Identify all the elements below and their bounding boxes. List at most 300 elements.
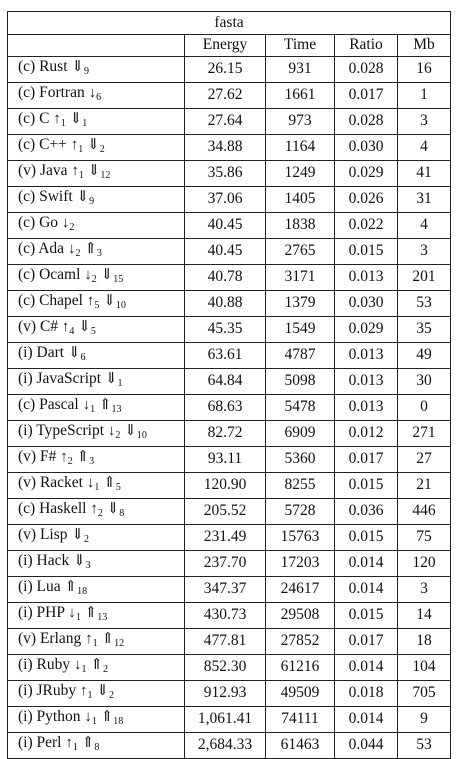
language-name: Ocaml [39,265,81,283]
rank-change-arrow-icon: ↑ [61,318,70,335]
time-cell: 973 [266,108,335,134]
rank-change-arrow-icon: ↓ [82,396,91,413]
mb-cell: 446 [398,498,451,524]
table-row [8,160,451,186]
table-row [8,576,451,602]
energy-cell: 205.52 [185,498,266,524]
ratio-cell: 0.017 [335,628,398,654]
table-title: fasta [8,12,451,35]
ratio-cell: 0.014 [335,550,398,576]
rank-change-amount: 1 [82,117,88,129]
energy-cell: 40.45 [185,238,266,264]
rank-change-amount: 2 [108,689,114,701]
rank-change-amount: 1 [87,689,93,701]
rank-change-amount: 1 [91,715,97,727]
language-cell [8,368,185,394]
rank-change-arrow-icon: ⇑ [101,630,115,647]
table-row [8,446,451,472]
language-name: Java [39,161,68,179]
table-title-row [8,12,451,35]
time-cell: 1164 [266,134,335,160]
language-cell [8,56,185,82]
rank-change-arrow-icon: ↑ [90,500,98,517]
mb-cell: 120 [398,550,451,576]
paradigm-tag: (i) [18,369,33,387]
rank-change-amount: 6 [80,351,86,363]
rank-change-arrow-icon: ↑ [86,292,95,309]
energy-cell: 477.81 [185,628,266,654]
fasta-table-container [7,11,450,759]
mb-cell: 4 [398,134,451,160]
time-cell: 74111 [266,706,335,732]
energy-cell: 63.61 [185,342,266,368]
rank-change-amount: 2 [115,429,121,441]
language-cell [8,628,185,654]
ratio-cell: 0.028 [335,56,398,82]
rank-change-amount: 1 [94,481,100,493]
ratio-cell: 0.014 [335,576,398,602]
table-row [8,316,451,342]
rank-change-amount: 2 [67,455,73,467]
table-header-row [8,35,451,57]
energy-cell: 64.84 [185,368,266,394]
table-row [8,706,451,732]
language-name: Fortran [39,83,85,101]
rank-change-arrow-icon: ⇓ [69,110,83,127]
rank-change-arrow-icon: ↑ [60,448,68,465]
language-name: Chapel [39,291,83,309]
rank-change-amount: 13 [111,403,122,415]
paradigm-tag: (c) [18,265,36,283]
rank-change-arrow-icon: ↓ [84,266,92,283]
mb-cell: 35 [398,316,451,342]
rank-change-arrow-icon: ⇑ [90,656,103,673]
language-cell [8,264,185,290]
language-cell [8,160,185,186]
time-cell: 1549 [266,316,335,342]
paradigm-tag: (i) [18,421,33,439]
language-name: Hack [36,551,70,569]
language-name: Haskell [39,499,87,517]
energy-cell: 37.06 [185,186,266,212]
ratio-cell: 0.036 [335,498,398,524]
time-cell: 1838 [266,212,335,238]
rank-change-amount: 15 [113,273,124,285]
rank-change-arrow-icon: ↑ [53,110,61,127]
rank-change-arrow-icon: ↑ [85,630,93,647]
rank-change-amount: 5 [115,481,121,493]
language-cell [8,654,185,680]
table-row [8,732,451,758]
rank-change-arrow-icon: ⇓ [67,344,81,361]
rank-change-amount: 2 [99,143,105,155]
paradigm-tag: (v) [18,525,37,543]
paradigm-tag: (v) [18,317,37,335]
rank-change-amount: 2 [102,663,108,675]
table-row [8,550,451,576]
time-cell: 49509 [266,680,335,706]
time-cell: 5360 [266,446,335,472]
language-name: C++ [39,135,67,153]
header-language [8,35,185,57]
rank-change-amount: 9 [83,65,89,77]
rank-change-amount: 12 [100,169,111,181]
language-cell [8,472,185,498]
table-row [8,238,451,264]
ratio-cell: 0.013 [335,368,398,394]
language-cell [8,108,185,134]
language-cell [8,394,185,420]
rank-change-arrow-icon: ⇓ [71,58,84,75]
energy-cell: 347.37 [185,576,266,602]
language-name: Swift [39,187,73,205]
rank-change-arrow-icon: ⇑ [100,708,114,725]
language-name: Erlang [39,629,82,647]
time-cell: 24617 [266,576,335,602]
ratio-cell: 0.013 [335,394,398,420]
rank-change-arrow-icon: ⇑ [84,604,98,621]
language-name: F# [39,447,57,465]
language-cell [8,212,185,238]
paradigm-tag: (c) [18,57,36,75]
language-name: Racket [39,473,83,491]
time-cell: 4787 [266,342,335,368]
table-row [8,368,451,394]
mb-cell: 30 [398,368,451,394]
rank-change-amount: 12 [114,637,125,649]
energy-cell: 120.90 [185,472,266,498]
rank-change-amount: 2 [97,507,103,519]
language-cell [8,524,185,550]
language-name: JRuby [36,681,77,699]
rank-change-amount: 2 [69,221,75,233]
rank-change-arrow-icon: ⇓ [104,370,118,387]
rank-change-arrow-icon: ⇓ [100,266,114,283]
ratio-cell: 0.013 [335,342,398,368]
table-row [8,264,451,290]
table-row [8,134,451,160]
paradigm-tag: (v) [18,473,37,491]
mb-cell: 201 [398,264,451,290]
table-row [8,82,451,108]
rank-change-arrow-icon: ↑ [70,136,79,153]
rank-change-arrow-icon: ↓ [68,604,76,621]
rank-change-arrow-icon: ⇑ [64,578,78,595]
time-cell: 1405 [266,186,335,212]
rank-change-arrow-icon: ↑ [71,162,79,179]
ratio-cell: 0.030 [335,290,398,316]
rank-change-arrow-icon: ⇓ [87,162,101,179]
mb-cell: 0 [398,394,451,420]
energy-cell: 68.63 [185,394,266,420]
rank-change-amount: 2 [83,533,89,545]
ratio-cell: 0.014 [335,706,398,732]
mb-cell: 21 [398,472,451,498]
ratio-cell: 0.017 [335,82,398,108]
paradigm-tag: (c) [18,499,36,517]
energy-cell: 852.30 [185,654,266,680]
rank-change-amount: 3 [85,559,91,571]
language-name: JavaScript [36,369,102,387]
rank-change-arrow-icon: ⇓ [124,422,137,439]
paradigm-tag: (c) [18,239,36,257]
rank-change-arrow-icon: ↓ [88,84,97,101]
mb-cell: 75 [398,524,451,550]
ratio-cell: 0.022 [335,212,398,238]
table-row [8,420,451,446]
rank-change-arrow-icon: ↓ [67,240,76,257]
language-cell [8,706,185,732]
language-cell [8,186,185,212]
time-cell: 1249 [266,160,335,186]
paradigm-tag: (i) [18,603,33,621]
rank-change-arrow-icon: ⇓ [87,136,100,153]
paradigm-tag: (c) [18,135,36,153]
table-row [8,108,451,134]
ratio-cell: 0.012 [335,420,398,446]
table-row [8,524,451,550]
rank-change-arrow-icon: ⇑ [81,734,95,751]
rank-change-arrow-icon: ↓ [86,474,95,491]
paradigm-tag: (i) [18,707,33,725]
language-cell [8,238,185,264]
energy-cell: 45.35 [185,316,266,342]
rank-change-amount: 1 [117,377,123,389]
language-cell [8,342,185,368]
language-name: Ruby [36,655,71,673]
energy-cell: 912.93 [185,680,266,706]
rank-change-amount: 18 [77,585,88,597]
rank-change-arrow-icon: ⇑ [84,240,97,257]
energy-cell: 1,061.41 [185,706,266,732]
table-row [8,472,451,498]
ratio-cell: 0.014 [335,654,398,680]
rank-change-amount: 1 [60,117,66,129]
mb-cell: 14 [398,602,451,628]
rank-change-amount: 8 [94,741,100,753]
header-time: Time [266,35,335,57]
time-cell: 2765 [266,238,335,264]
energy-cell: 2,684.33 [185,732,266,758]
rank-change-arrow-icon: ⇓ [73,552,86,569]
ratio-cell: 0.029 [335,316,398,342]
rank-change-arrow-icon: ⇓ [106,500,120,517]
paradigm-tag: (v) [18,161,37,179]
rank-change-amount: 8 [119,507,125,519]
rank-change-amount: 10 [115,299,126,311]
language-cell [8,290,185,316]
time-cell: 1379 [266,290,335,316]
language-cell [8,680,185,706]
ratio-cell: 0.026 [335,186,398,212]
header-mb: Mb [398,35,451,57]
paradigm-tag: (c) [18,83,36,101]
ratio-cell: 0.044 [335,732,398,758]
rank-change-amount: 1 [72,741,78,753]
language-cell [8,550,185,576]
paradigm-tag: (i) [18,681,33,699]
mb-cell: 3 [398,238,451,264]
ratio-cell: 0.013 [335,264,398,290]
language-name: PHP [36,603,65,621]
mb-cell: 41 [398,160,451,186]
mb-cell: 3 [398,108,451,134]
paradigm-tag: (v) [18,629,37,647]
header-energy: Energy [185,35,266,57]
rank-change-arrow-icon: ↓ [107,422,116,439]
rank-change-arrow-icon: ⇓ [76,188,90,205]
ratio-cell: 0.015 [335,602,398,628]
rank-change-amount: 6 [96,91,102,103]
rank-change-amount: 2 [91,273,97,285]
language-name: C [39,109,50,127]
table-row [8,342,451,368]
time-cell: 5728 [266,498,335,524]
rank-change-amount: 1 [75,611,81,623]
ratio-cell: 0.015 [335,238,398,264]
table-row [8,290,451,316]
time-cell: 3171 [266,264,335,290]
rank-change-arrow-icon: ⇑ [103,474,116,491]
time-cell: 5098 [266,368,335,394]
energy-cell: 26.15 [185,56,266,82]
energy-cell: 231.49 [185,524,266,550]
paradigm-tag: (i) [18,733,33,751]
energy-cell: 35.86 [185,160,266,186]
mb-cell: 49 [398,342,451,368]
energy-cell: 34.88 [185,134,266,160]
rank-change-amount: 18 [113,715,124,727]
ratio-cell: 0.015 [335,524,398,550]
rank-change-amount: 2 [75,247,81,259]
ratio-cell: 0.029 [335,160,398,186]
language-cell [8,602,185,628]
language-cell [8,446,185,472]
language-name: Perl [36,733,62,751]
language-name: Python [36,707,81,725]
paradigm-tag: (i) [18,551,33,569]
language-cell [8,82,185,108]
rank-change-amount: 1 [90,403,96,415]
fasta-results-table [7,11,451,759]
energy-cell: 27.62 [185,82,266,108]
ratio-cell: 0.018 [335,680,398,706]
paradigm-tag: (c) [18,109,36,127]
table-row [8,602,451,628]
time-cell: 61463 [266,732,335,758]
energy-cell: 82.72 [185,420,266,446]
rank-change-amount: 1 [78,169,84,181]
ratio-cell: 0.015 [335,472,398,498]
language-name: Go [39,213,59,231]
table-row [8,654,451,680]
language-cell [8,134,185,160]
mb-cell: 53 [398,732,451,758]
time-cell: 61216 [266,654,335,680]
mb-cell: 9 [398,706,451,732]
paradigm-tag: (c) [18,213,36,231]
language-cell [8,732,185,758]
table-row [8,212,451,238]
rank-change-amount: 5 [90,325,96,337]
time-cell: 931 [266,56,335,82]
language-cell [8,498,185,524]
paradigm-tag: (c) [18,187,36,205]
language-name: Ada [38,239,65,257]
time-cell: 6909 [266,420,335,446]
rank-change-amount: 13 [97,611,108,623]
rank-change-arrow-icon: ⇓ [103,292,116,309]
mb-cell: 104 [398,654,451,680]
language-cell [8,316,185,342]
rank-change-arrow-icon: ⇑ [76,448,90,465]
language-cell [8,576,185,602]
energy-cell: 93.11 [185,446,266,472]
mb-cell: 27 [398,446,451,472]
language-name: Pascal [39,395,79,413]
rank-change-arrow-icon: ↓ [84,708,92,725]
rank-change-arrow-icon: ↑ [80,682,88,699]
language-name: Dart [36,343,65,361]
rank-change-amount: 4 [69,325,75,337]
mb-cell: 53 [398,290,451,316]
paradigm-tag: (i) [18,343,33,361]
table-row [8,628,451,654]
rank-change-amount: 3 [89,455,95,467]
table-row [8,56,451,82]
ratio-cell: 0.030 [335,134,398,160]
table-body [8,56,451,758]
mb-cell: 1 [398,82,451,108]
mb-cell: 3 [398,576,451,602]
ratio-cell: 0.017 [335,446,398,472]
mb-cell: 271 [398,420,451,446]
table-row [8,186,451,212]
energy-cell: 27.64 [185,108,266,134]
time-cell: 15763 [266,524,335,550]
mb-cell: 18 [398,628,451,654]
language-name: C# [39,317,59,335]
rank-change-arrow-icon: ↓ [61,214,70,231]
time-cell: 5478 [266,394,335,420]
rank-change-arrow-icon: ↓ [73,656,82,673]
time-cell: 8255 [266,472,335,498]
mb-cell: 705 [398,680,451,706]
language-name: TypeScript [36,421,105,439]
rank-change-arrow-icon: ⇓ [96,682,109,699]
language-name: Lua [36,577,61,595]
language-name: Lisp [39,525,68,543]
rank-change-arrow-icon: ⇓ [71,526,84,543]
mb-cell: 16 [398,56,451,82]
paradigm-tag: (i) [18,655,33,673]
time-cell: 1661 [266,82,335,108]
mb-cell: 4 [398,212,451,238]
energy-cell: 430.73 [185,602,266,628]
paradigm-tag: (i) [18,577,33,595]
paradigm-tag: (v) [18,447,37,465]
energy-cell: 40.78 [185,264,266,290]
energy-cell: 237.70 [185,550,266,576]
energy-cell: 40.88 [185,290,266,316]
rank-change-amount: 3 [96,247,102,259]
header-ratio: Ratio [335,35,398,57]
rank-change-amount: 10 [136,429,147,441]
rank-change-amount: 1 [78,143,84,155]
table-row [8,498,451,524]
time-cell: 27852 [266,628,335,654]
rank-change-amount: 5 [94,299,100,311]
